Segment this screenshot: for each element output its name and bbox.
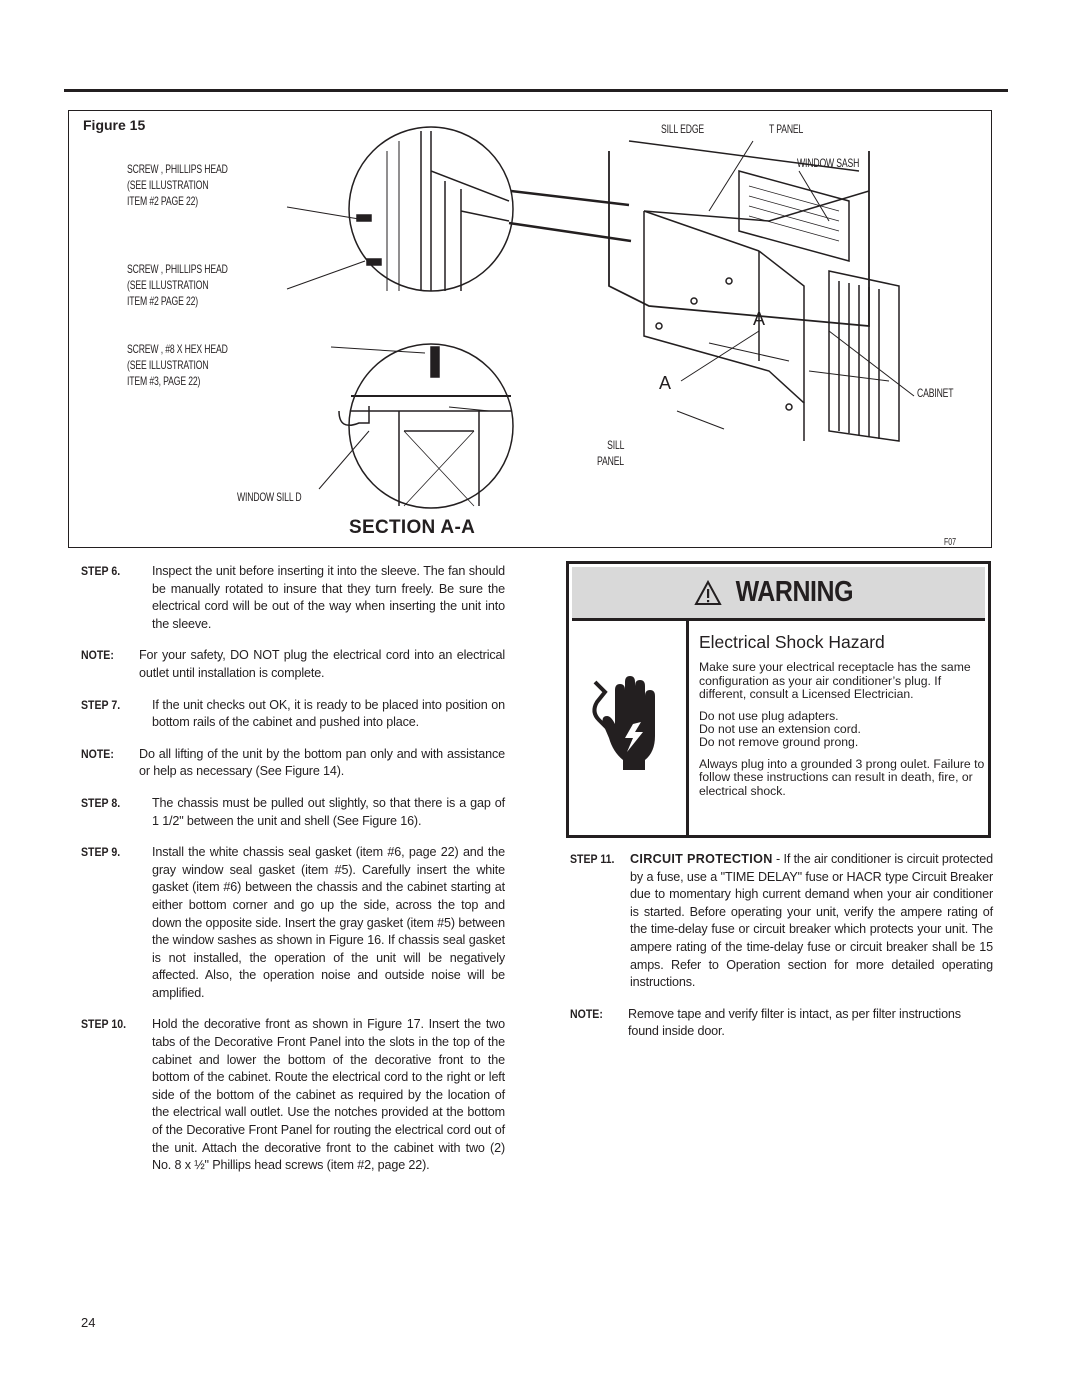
warning-title: WARNING [735,576,854,608]
note-text: For your safety, DO NOT plug the electrical cord into an electrical outlet until installation is complete. [139,648,505,680]
note-lifting [81,746,505,781]
note-text: Remove tape and verify filter is intact, as per filter instructions found inside door. [628,1006,961,1039]
t-panel-label: T PANEL [769,122,804,136]
warning-header [572,567,985,621]
note-label: NOTE: [81,648,114,663]
note-text: Do all lifting of the unit by the bottom pan only and with assistance or help as necessary (See Figure 14). [139,746,505,779]
left-column-instructions [81,563,505,1189]
step-9 [81,844,505,1002]
step-text: Install the white chassis seal gasket (item #6, page 22) and the gray window seal gasket (item #5). Carefully insert the white gasket (item #6) between the chassis and the cabinet starting at either bottom corner and go up the side, across the top and down the opposite side. Insert the gray gasket (item #5) between the window sashes as shown in Figure 16. If chassis seal gasket is not installed, the operation of the unit will be negatively affected. Also, the operation noise and outside noise will be amplified. [152,845,505,1000]
step-8 [81,795,505,830]
section-a-a-caption: SECTION A-A [349,517,476,538]
warning-triangle-icon [694,580,722,606]
warning-box [566,561,991,838]
window-sash-label: WINDOW SASH [797,156,860,170]
step-label: STEP 8. [81,795,121,810]
step-label: STEP 11. [570,852,615,866]
step-10 [81,1016,505,1174]
step-label: STEP 9. [81,845,121,860]
electrical-shock-hand-icon [587,672,667,772]
step-text: If the unit checks out OK, it is ready to be placed into position on bottom rails of the cabinet and pushed into place. [152,697,505,730]
warning-paragraph-2: Do not use plug adapters. Do not use an extension cord. Do not remove ground prong. [699,708,861,750]
right-column-instructions [570,851,993,1055]
note-label: NOTE: [81,746,114,761]
step-11 [570,851,993,992]
step-text: Inspect the unit before inserting it into the sleeve. The fan should be manually rotated to insure that they turn freely. Be sure the electrical cord will be out of the way when inserting the unit into the sleeve. [152,564,505,631]
screw-label-1: SCREW , PHILLIPS HEAD (SEE ILLUSTRATION ITEM #2 PAGE 22) [127,162,228,208]
window-sill-label: WINDOW SILL D [237,490,302,504]
step-7 [81,697,505,732]
note-filter [570,1006,993,1041]
step-label: STEP 7. [81,697,121,712]
note-safety [81,647,505,682]
figure-15 [68,110,992,548]
figure-code: F07 [944,537,957,548]
sill-panel-label: SILL PANEL [597,438,625,468]
top-rule [64,89,1008,92]
section-marker-a-lower: A [659,373,672,393]
section-marker-a-upper: A [753,309,766,329]
sill-edge-label: SILL EDGE [661,122,705,136]
warning-body [699,632,987,806]
step-text: Hold the decorative front as shown in Figure 17. Insert the two tabs of the Decorative Front Panel into the slots in the top of the cabinet and lower the bottom of the decorative front to the bottom of the cabinet. Route the electrical cord to the right or left side of the bottom of the cabinet as required by the location of the electrical wall outlet. Use the notches provided at the bottom of the Decorative Front Panel for routing the electrical cord out of the unit. Attach the decorative front to the cabinet with two (2) No. 8 x ½" Phillips head screws (item #2, page 22). [152,1017,505,1173]
step-6 [81,563,505,633]
step-text: The chassis must be pulled out slightly, so that there is a gap of 1 1/2" between the unit and shell (See Figure 16). [152,795,505,828]
step-label: STEP 6. [81,564,121,578]
note-label: NOTE: [570,1006,603,1021]
warning-paragraph-3: Always plug into a grounded 3 prong oulet. Failure to follow these instructions can result in death, fire, or electrical shock. [699,756,985,798]
step-text: CIRCUIT PROTECTION - If the air conditioner is circuit protected by a fuse, use a "TIME DELAY" fuse or HACR type Circuit Breaker due to momentary high current demand when your air conditioner is started. Before operating your unit, verify the ampere rating of the time-delay fuse or circuit breaker which protects your unit. The ampere rating of the time-delay fuse or circuit breaker shall be 15 amps. Refer to Operation section for more detailed operating instructions. [630,852,993,990]
page-number: 24 [81,1315,96,1330]
figure-title: Figure 15 [83,117,146,133]
screw-label-2: SCREW , PHILLIPS HEAD (SEE ILLUSTRATION ITEM #2 PAGE 22) [127,262,228,308]
hazard-heading: Electrical Shock Hazard [699,632,885,652]
warning-divider [686,621,689,835]
warning-paragraph-1: Make sure your electrical receptacle has the same configuration as your air conditioner’s plug. If different, consult a Licensed Electrician. [699,660,971,702]
cabinet-label: CABINET [917,386,954,400]
screw-label-3: SCREW , #8 X HEX HEAD (SEE ILLUSTRATION ITEM #3, PAGE 22) [127,342,228,388]
step-label: STEP 10. [81,1017,127,1032]
